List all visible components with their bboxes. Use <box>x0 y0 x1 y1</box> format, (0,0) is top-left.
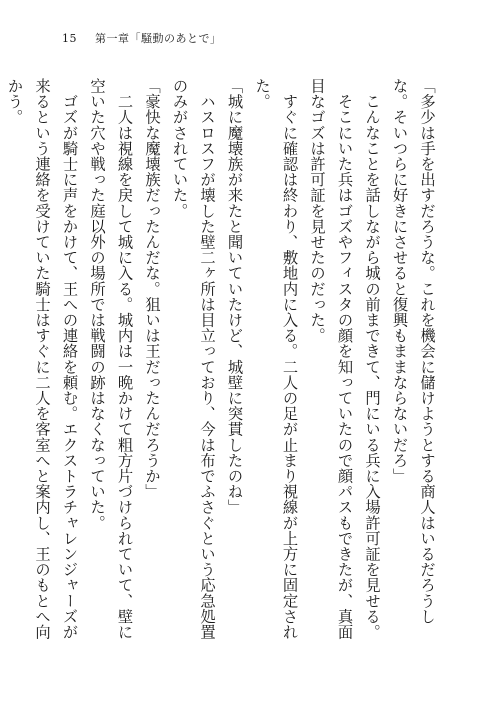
running-header <box>62 30 222 46</box>
text-line: ハスロスフが壊した壁二ヶ所は目立っており、今は布でふさぐという応急処置のみがされていた。 <box>170 78 216 640</box>
text-line: すぐに確認は終わり、敷地内に入る。二人の足が止まり視線が上方に固定された。 <box>253 78 299 640</box>
text-line: そこにいた兵はゴズやフィスタの顔を知っていたので顔パスもできたが、真面目なゴズは許可証を見せたのだった。 <box>308 78 354 640</box>
text-line: ゴズが騎士に声をかけて、王への連絡を頼む。エクストラチャレンジャーズが来るという連絡を受けていた騎士はすぐに二人を客室へと案内し、王のもとへ向かう。 <box>5 78 79 640</box>
text-line: 「豪快な魔壊族だったんだな。狙いは王だったんだろうか」 <box>143 78 161 500</box>
text-line: こんなことを話しながら城の前まできて、門にいる兵に入場許可証を見せる。 <box>363 78 381 640</box>
chapter-title: 第一章「騒動のあとで」 <box>95 32 222 45</box>
vertical-body-text <box>5 78 440 648</box>
text-line: 「多少は手を出すだろうな。これを機会に儲けようとする商人はいるだろうしな。そいつらに好きにさせると復興もままならないだろ」 <box>390 78 436 624</box>
text-line: 「城に魔壊族が来たと聞いていたけど、城壁に突貫したのね」 <box>225 78 244 515</box>
page-number: 15 <box>62 32 77 45</box>
text-line: 二人は視線を戻して城に入る。城内は一晩かけて粗方片づけられていて、壁に空いた穴や戦った庭以外の場所では戦闘の跡はなくなっていた。 <box>88 78 134 640</box>
